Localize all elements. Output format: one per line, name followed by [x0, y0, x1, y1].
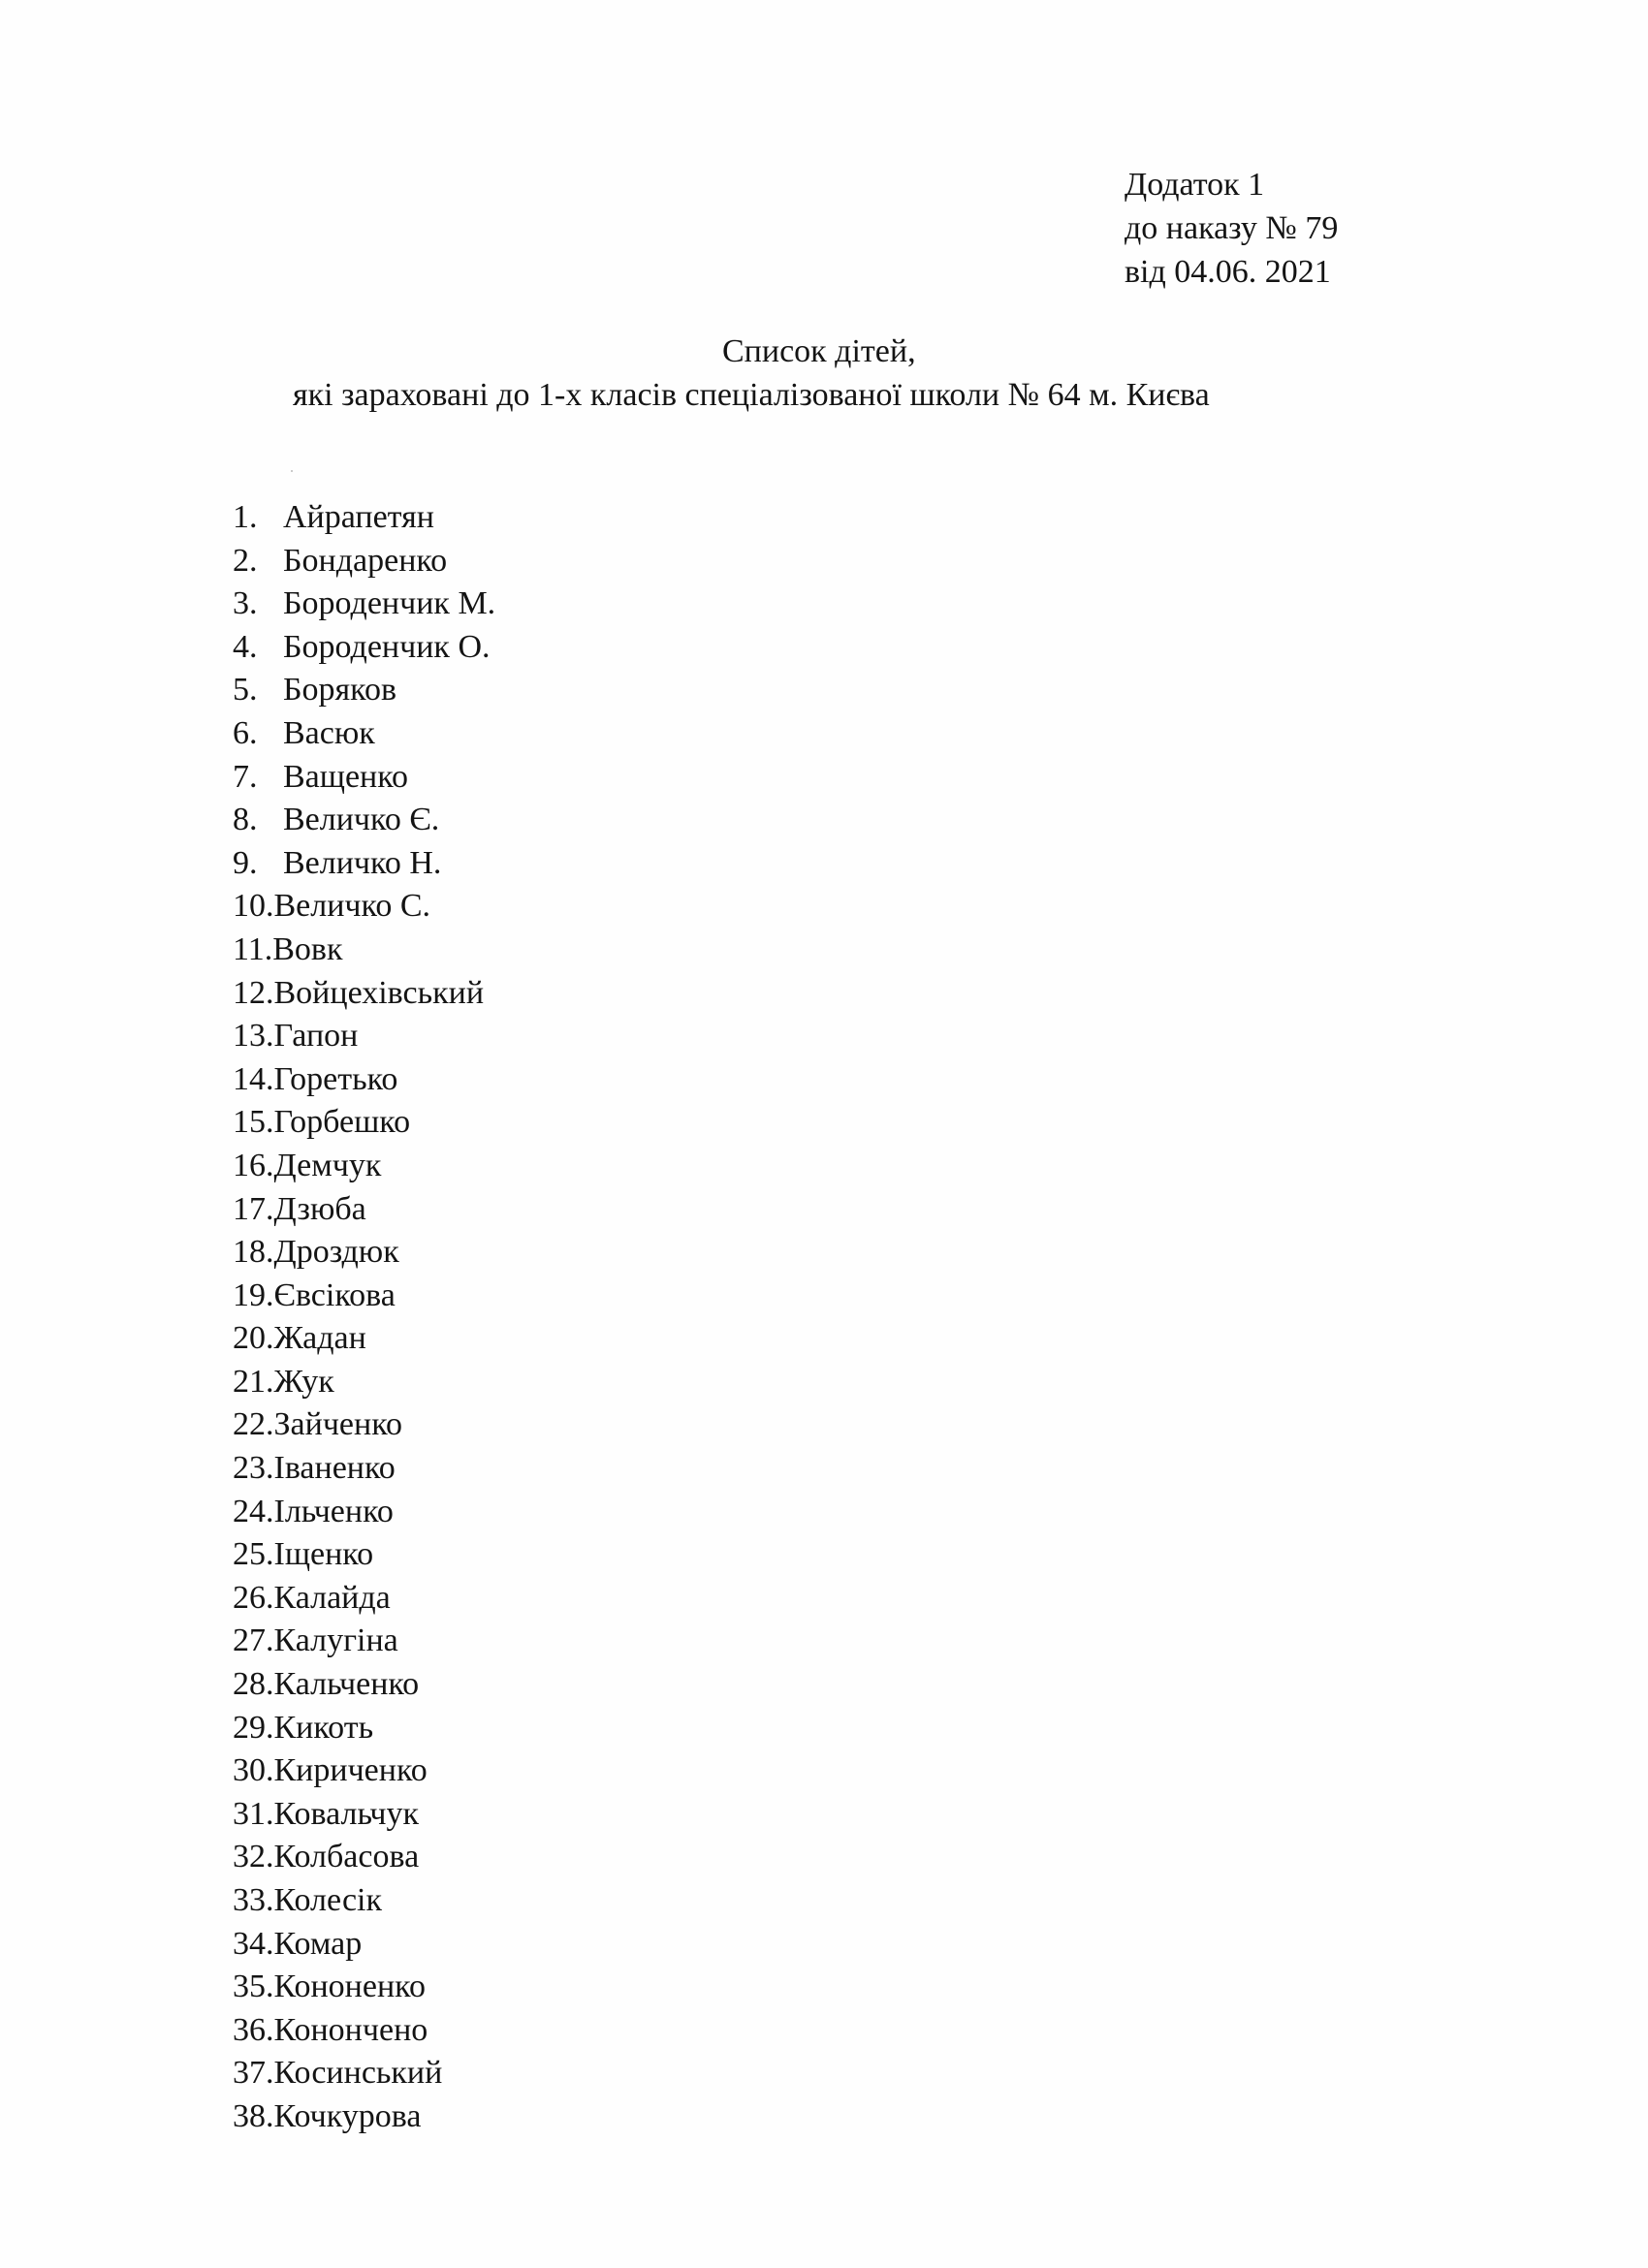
list-item-surname: Дроздюк	[273, 1234, 399, 1271]
list-item-surname: Колесік	[273, 1882, 382, 1918]
appendix-block	[1125, 163, 1338, 294]
list-item-number: 23.	[233, 1450, 274, 1487]
appendix-date: від 04.06. 2021	[1125, 254, 1331, 290]
list-item	[233, 1966, 495, 2009]
list-item-surname: Дзюба	[273, 1190, 366, 1227]
children-list	[233, 496, 495, 2139]
list-item-number: 22.	[233, 1406, 274, 1443]
list-item-surname: Калугіна	[273, 1622, 398, 1659]
list-item-surname: Ільченко	[273, 1493, 394, 1529]
list-item	[233, 1015, 495, 1058]
list-item	[233, 756, 495, 800]
list-item-number: 27.	[233, 1622, 274, 1659]
list-item	[233, 669, 495, 712]
list-item-surname: Вовк	[272, 930, 343, 967]
scan-speck	[291, 470, 293, 472]
list-item-surname: Євсікова	[273, 1276, 396, 1313]
list-item-number: 37.	[233, 2055, 274, 2092]
list-item	[233, 972, 495, 1016]
list-item	[233, 1145, 495, 1188]
list-item	[233, 1836, 495, 1879]
list-item-number: 6.	[233, 714, 258, 751]
list-item-number: 2.	[233, 542, 258, 579]
list-item	[233, 842, 495, 886]
list-item	[233, 496, 495, 540]
list-item-number: 34.	[233, 1925, 274, 1962]
list-item-surname: Бороденчик О.	[283, 628, 491, 665]
list-item	[233, 885, 495, 929]
list-item-surname: Айрапетян	[283, 499, 434, 535]
appendix-order-ref: до наказу № 79	[1125, 210, 1339, 246]
list-item-number: 10.	[233, 888, 274, 925]
appendix-title: Додаток 1	[1125, 167, 1265, 203]
list-item	[233, 799, 495, 842]
list-item	[233, 2052, 495, 2095]
list-item-number: 30.	[233, 1752, 274, 1789]
list-item-surname: Калайда	[273, 1579, 391, 1616]
list-item	[233, 712, 495, 756]
list-item-number: 9.	[233, 844, 258, 881]
list-item-number: 29.	[233, 1709, 274, 1746]
list-item-surname: Величко Є.	[283, 802, 440, 838]
list-item	[233, 626, 495, 670]
list-item-number: 14.	[233, 1060, 274, 1097]
list-item-surname: Зайченко	[273, 1406, 402, 1443]
list-item-surname: Величко Н.	[283, 844, 442, 881]
list-item-surname: Горбешко	[273, 1104, 411, 1141]
list-item	[233, 1403, 495, 1447]
list-item-surname: Кикоть	[273, 1709, 374, 1746]
list-item-surname: Кальченко	[273, 1666, 420, 1703]
list-item-number: 5.	[233, 672, 258, 709]
list-item	[233, 1058, 495, 1102]
list-item	[233, 1231, 495, 1275]
list-item	[233, 1491, 495, 1534]
list-item	[233, 1923, 495, 1967]
list-item-surname: Жадан	[273, 1320, 366, 1357]
list-item-surname: Ващенко	[283, 758, 409, 795]
list-item-number: 36.	[233, 2011, 274, 2048]
list-item-number: 18.	[233, 1234, 274, 1271]
list-item-surname: Горетько	[273, 1060, 398, 1097]
list-item-surname: Величко С.	[273, 888, 430, 925]
list-item	[233, 2009, 495, 2053]
list-item-surname: Косинський	[273, 2055, 443, 2092]
list-item-number: 4.	[233, 628, 258, 665]
list-item-number: 31.	[233, 1795, 274, 1832]
list-item-surname: Жук	[273, 1363, 334, 1400]
list-item	[233, 1101, 495, 1145]
list-item-number: 1.	[233, 499, 258, 535]
list-item-number: 17.	[233, 1190, 274, 1227]
list-item	[233, 929, 495, 972]
list-item-surname: Конончено	[273, 2011, 428, 2048]
list-item-number: 15.	[233, 1104, 274, 1141]
list-item-surname: Демчук	[273, 1147, 382, 1183]
list-item-surname: Колбасова	[273, 1839, 420, 1875]
list-item-number: 11.	[233, 930, 273, 967]
list-item	[233, 1577, 495, 1621]
list-item-number: 20.	[233, 1320, 274, 1357]
list-item-number: 21.	[233, 1363, 274, 1400]
list-item	[233, 1879, 495, 1923]
list-item-number: 8.	[233, 802, 258, 838]
list-item-surname: Гапон	[273, 1018, 359, 1055]
list-item-surname: Васюк	[283, 714, 375, 751]
list-item-surname: Войцехівський	[273, 974, 485, 1011]
list-item	[233, 1749, 495, 1793]
list-item	[233, 1620, 495, 1663]
list-item	[233, 583, 495, 626]
list-item-surname: Ковальчук	[273, 1795, 419, 1832]
list-item-surname: Іщенко	[273, 1536, 374, 1573]
list-item	[233, 1188, 495, 1232]
list-item-number: 25.	[233, 1536, 274, 1573]
list-item-number: 12.	[233, 974, 274, 1011]
list-item-number: 7.	[233, 758, 258, 795]
list-item-number: 35.	[233, 1969, 274, 2005]
list-item-surname: Бондаренко	[283, 542, 448, 579]
list-item	[233, 1793, 495, 1837]
list-item-number: 33.	[233, 1882, 274, 1918]
list-item-number: 28.	[233, 1666, 274, 1703]
list-item	[233, 1275, 495, 1318]
list-item	[233, 2095, 495, 2139]
list-item	[233, 1533, 495, 1577]
list-item-number: 3.	[233, 585, 258, 622]
list-item-surname: Комар	[273, 1925, 363, 1962]
list-item-number: 16.	[233, 1147, 274, 1183]
list-item-surname: Кочкурова	[273, 2097, 422, 2134]
list-item	[233, 1317, 495, 1361]
list-item-number: 26.	[233, 1579, 274, 1616]
list-item-number: 32.	[233, 1839, 274, 1875]
list-item	[233, 1447, 495, 1491]
list-item-surname: Кириченко	[273, 1752, 428, 1789]
list-item-surname: Боряков	[283, 672, 397, 709]
list-item-surname: Бороденчик М.	[283, 585, 496, 622]
list-item-number: 38.	[233, 2097, 274, 2134]
list-item-number: 24.	[233, 1493, 274, 1529]
list-item	[233, 1707, 495, 1750]
heading-title: Список дітей,	[722, 333, 916, 369]
list-item-number: 13.	[233, 1018, 274, 1055]
list-item	[233, 1663, 495, 1707]
list-item	[233, 1361, 495, 1404]
list-item-number: 19.	[233, 1276, 274, 1313]
list-item-surname: Іваненко	[273, 1450, 396, 1487]
heading-subtitle: які зараховані до 1-х класів спеціалізованої школи № 64 м. Києва	[293, 377, 1210, 413]
list-item	[233, 540, 495, 583]
list-item-surname: Кононенко	[273, 1969, 426, 2005]
